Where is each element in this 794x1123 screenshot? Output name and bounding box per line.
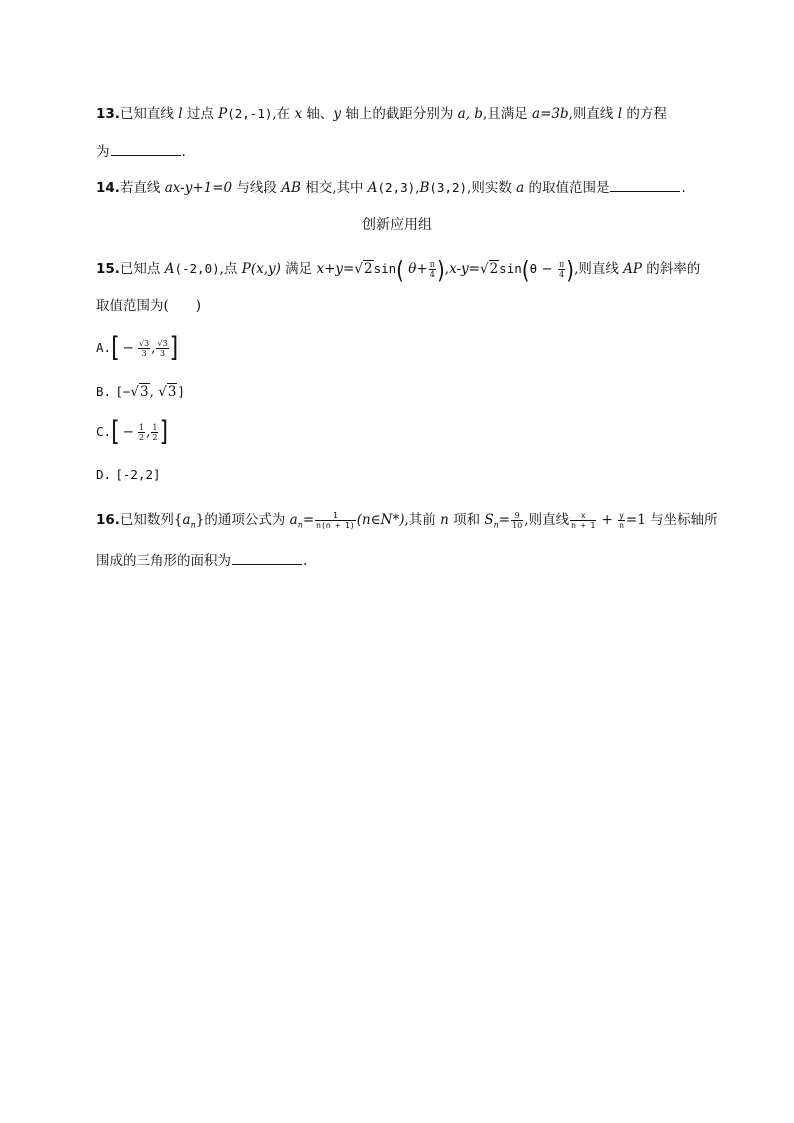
- numerator: 1: [152, 423, 158, 432]
- text: ,点: [219, 261, 242, 277]
- paren-close: ): [436, 255, 445, 284]
- math-expr: (n∈N*): [356, 512, 405, 528]
- math-op: +: [597, 512, 618, 528]
- math-var: θ: [529, 261, 538, 276]
- question-number: 15.: [96, 261, 120, 277]
- numerator: 9: [511, 511, 523, 521]
- fraction: [151, 423, 158, 442]
- text: 围成的三角形的面积为: [96, 553, 231, 569]
- denominator: 4: [429, 270, 435, 279]
- math-expr: [-2,2]: [115, 467, 161, 482]
- answer-blank[interactable]: [232, 550, 302, 565]
- math-subscript: n: [493, 520, 499, 530]
- radicand: 3: [162, 339, 168, 348]
- fraction: [570, 511, 596, 530]
- math-point: (3,2): [429, 180, 468, 195]
- question-number: 14.: [96, 180, 120, 196]
- denominator: 4: [559, 270, 565, 279]
- text: .: [181, 144, 186, 160]
- option-b[interactable]: [96, 382, 185, 402]
- fraction: [511, 511, 523, 530]
- text: .: [681, 180, 686, 196]
- math-op: −: [122, 340, 134, 356]
- question-14-line-1: [96, 177, 686, 198]
- math-func: sin: [373, 261, 397, 276]
- math-op: −: [122, 424, 134, 440]
- numerator: π: [559, 260, 565, 269]
- denominator: n: [619, 521, 624, 530]
- math-point: (2,-1): [227, 106, 273, 121]
- question-13-line-1: [96, 104, 667, 124]
- math-subscript: n: [190, 520, 196, 530]
- question-16-line-1: [96, 510, 718, 536]
- fraction: [138, 339, 150, 358]
- numerator: √3: [138, 339, 150, 348]
- denominator: 10: [512, 521, 523, 530]
- fraction: [429, 260, 436, 279]
- math-expr: a=3b: [532, 106, 569, 122]
- question-15-line-1: [96, 255, 701, 284]
- radicand: 3: [167, 384, 177, 400]
- denominator: 3: [141, 349, 147, 358]
- text: 与坐标轴所: [645, 512, 718, 528]
- paren-open: (: [521, 255, 530, 284]
- bracket-open: [: [111, 416, 120, 448]
- denominator: 2: [152, 433, 158, 442]
- text: ]: [177, 384, 185, 399]
- math-var: AB: [281, 180, 301, 196]
- sqrt-expr: √2: [479, 261, 499, 277]
- text: ,则直线: [524, 512, 570, 528]
- math-var: θ: [408, 261, 417, 277]
- math-subscript: n: [297, 520, 303, 530]
- text: ,在: [272, 106, 295, 122]
- text: 轴上的截距分别为: [341, 106, 458, 122]
- section-title: 创新应用组: [362, 217, 432, 233]
- math-var: A: [367, 180, 378, 196]
- text: .: [303, 553, 308, 569]
- text: 过点: [182, 106, 219, 122]
- answer-blank[interactable]: [610, 177, 680, 192]
- math-expr: [−: [115, 384, 131, 399]
- denominator: 3: [160, 349, 166, 358]
- bracket-open: [: [111, 332, 120, 364]
- math-var: a: [182, 512, 191, 528]
- sqrt-expr: √2: [354, 261, 373, 277]
- numerator: x: [570, 511, 596, 521]
- text: ,: [444, 261, 450, 277]
- fraction: [558, 260, 565, 279]
- fraction: [618, 511, 625, 530]
- text: 轴、: [302, 106, 334, 122]
- text: 满足: [280, 261, 317, 277]
- math-func: sin: [499, 261, 522, 276]
- text: 的取值范围是: [524, 180, 610, 196]
- option-d[interactable]: [96, 465, 161, 485]
- math-var: l: [617, 106, 623, 122]
- text: 为: [96, 144, 110, 160]
- math-op: −: [537, 261, 557, 277]
- text: ,则直线: [574, 261, 624, 277]
- text: }的通项公式为: [195, 512, 290, 528]
- math-op: =: [498, 512, 511, 528]
- fraction: [156, 339, 168, 358]
- math-var: y: [333, 106, 342, 122]
- text: ,其前: [404, 512, 441, 528]
- math-var: a: [516, 180, 525, 196]
- denominator: n + 1: [571, 521, 596, 530]
- math-var: a, b: [457, 106, 483, 122]
- denominator: 2: [138, 433, 145, 442]
- question-15-line-2: [96, 296, 201, 316]
- fraction: [315, 511, 356, 530]
- text: 取值范围为( ): [96, 298, 202, 314]
- text: ,则直线: [568, 106, 618, 122]
- text: ,: [149, 384, 159, 400]
- paren-open: (: [396, 255, 404, 284]
- math-expr: x-y=: [449, 261, 480, 277]
- math-expr: x+y=: [316, 261, 355, 277]
- paren-close: ): [566, 255, 575, 284]
- math-point: (x,y): [250, 261, 281, 277]
- question-number: 16.: [96, 512, 120, 528]
- math-var: S: [484, 512, 494, 528]
- math-expr: ax-y+1=0: [164, 180, 233, 196]
- math-var: B: [419, 180, 430, 196]
- text: ,: [415, 180, 420, 196]
- text: 已知数列{: [119, 512, 183, 528]
- math-expr: =1: [625, 512, 646, 528]
- question-13-line-2: [96, 141, 186, 162]
- numerator: π: [429, 260, 435, 269]
- math-var: a: [289, 512, 298, 528]
- fraction: [138, 423, 145, 442]
- question-16-line-2: [96, 550, 307, 571]
- radicand: 2: [363, 261, 373, 277]
- math-var: n: [440, 512, 449, 528]
- option-label: C.: [96, 424, 112, 439]
- radicand: 3: [140, 384, 149, 400]
- option-a[interactable]: A.[ − $\frac{√3}{3}$ , $\frac{√3}{3}$ ]: [96, 332, 179, 364]
- text: ,则实数: [467, 180, 517, 196]
- text: 已知直线: [119, 106, 179, 122]
- question-number: 13.: [96, 106, 120, 122]
- option-c[interactable]: C.[ − $\frac{1}{2}$ , $\frac{1}{2}$ ]: [96, 416, 169, 448]
- bracket-close: ]: [169, 332, 179, 364]
- math-var: P: [241, 261, 251, 277]
- numerator: 1: [315, 511, 356, 521]
- text: 相交,其中: [300, 180, 368, 196]
- text: 若直线: [119, 180, 165, 196]
- sqrt-expr: √3: [130, 384, 149, 400]
- bracket-close: ]: [159, 416, 169, 448]
- math-point: (-2,0): [174, 261, 220, 276]
- math-var: x: [294, 106, 303, 122]
- math-var: A: [164, 261, 175, 277]
- option-label: D.: [96, 467, 112, 482]
- text: 项和: [448, 512, 485, 528]
- radicand: 2: [489, 261, 499, 277]
- math-var: AP: [623, 261, 643, 277]
- radicand: 3: [144, 339, 150, 348]
- text: 的斜率的: [642, 261, 701, 277]
- math-op: =: [302, 512, 315, 528]
- sqrt-expr: √3: [158, 384, 177, 400]
- math-op: +: [416, 261, 428, 277]
- denominator: n(n + 1): [316, 521, 355, 530]
- numerator: 1: [138, 423, 145, 432]
- math-var: P: [218, 106, 228, 122]
- text: ,且满足: [482, 106, 533, 122]
- math-point: (2,3): [377, 180, 416, 195]
- text: 的方程: [622, 106, 667, 122]
- math-var: l: [178, 106, 183, 122]
- numerator: √3: [157, 339, 168, 348]
- option-label: A.: [96, 340, 112, 355]
- text: 已知点: [119, 261, 165, 277]
- answer-blank[interactable]: [111, 141, 181, 156]
- option-label: B.: [96, 384, 112, 399]
- numerator: y: [619, 511, 624, 520]
- text: 与线段: [232, 180, 282, 196]
